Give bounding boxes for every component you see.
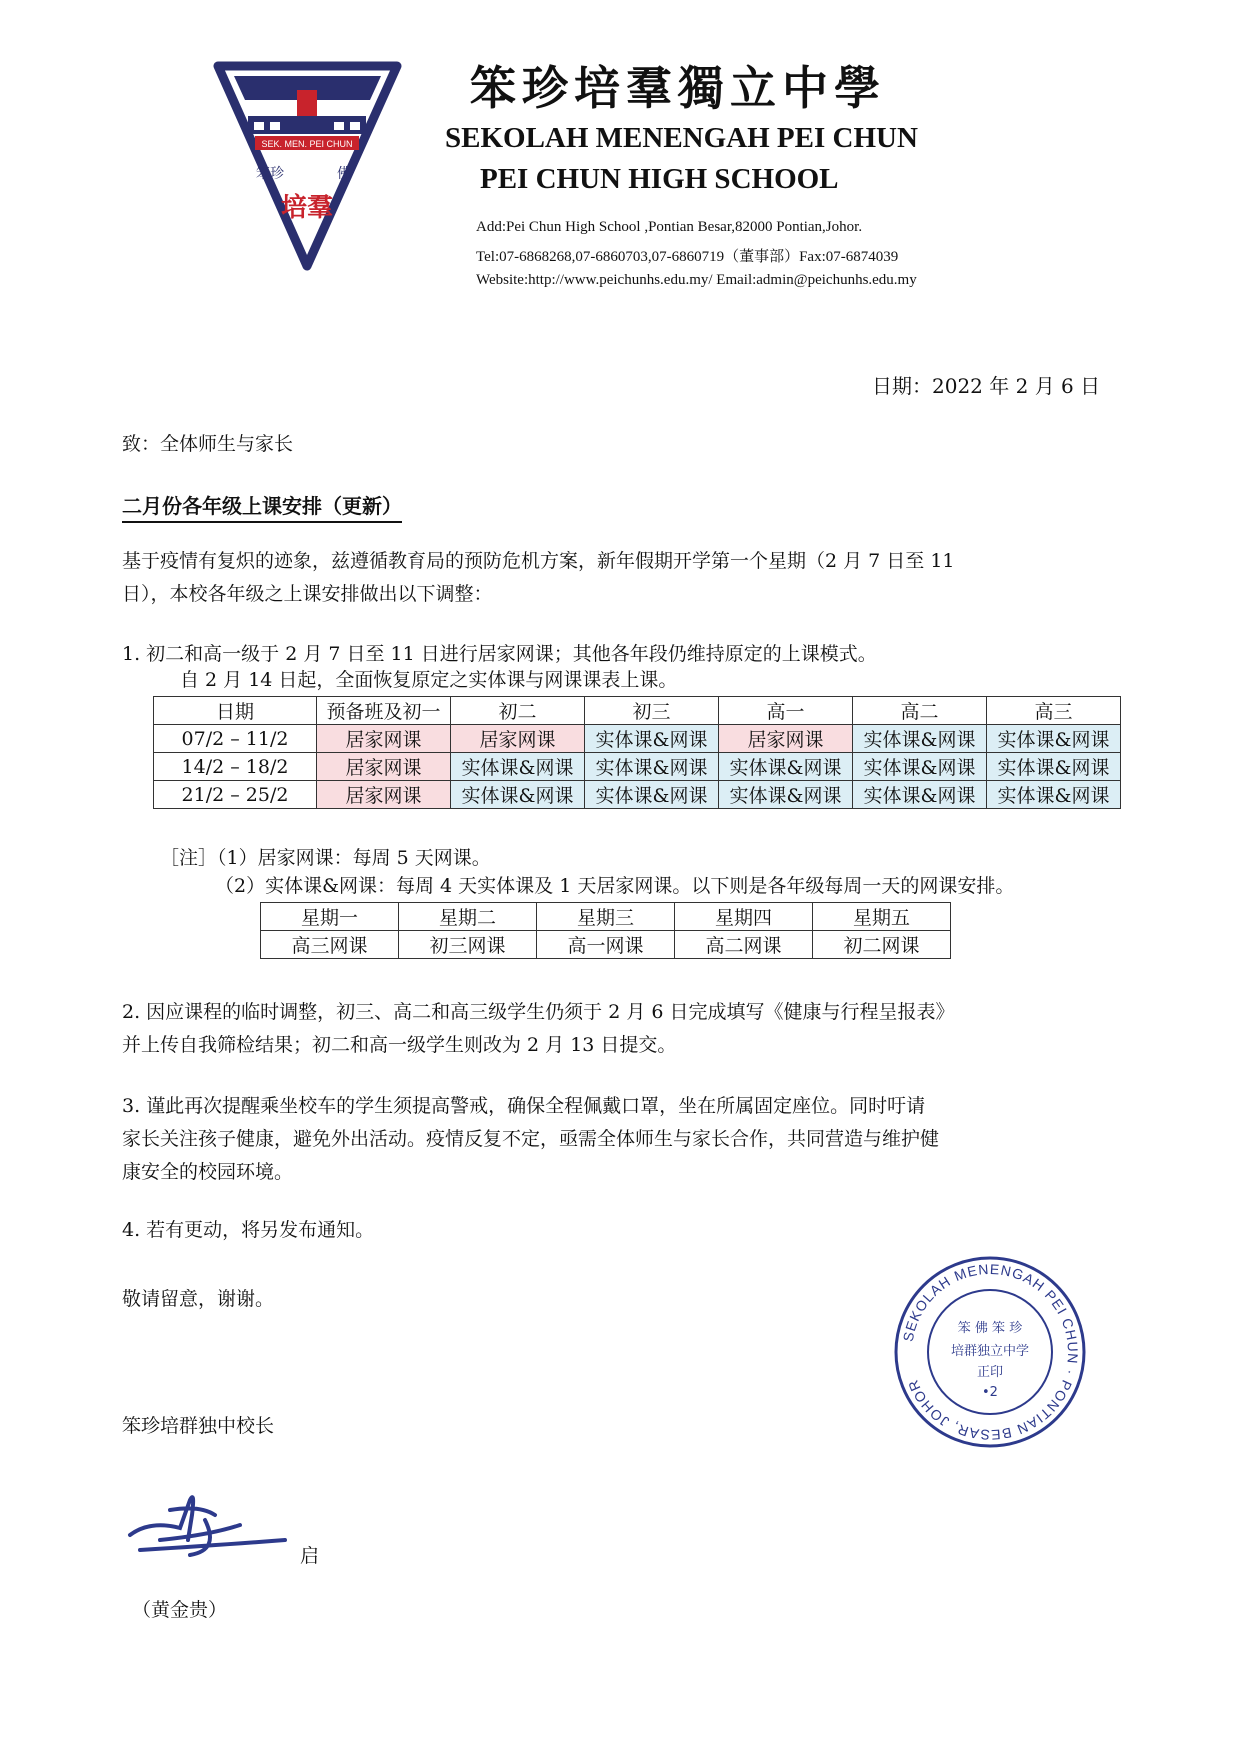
table-header-row — [261, 903, 951, 931]
table-cell: 实体课&网课 — [451, 781, 585, 809]
table-cell: 初三网课 — [399, 931, 537, 959]
signatory-title: 笨珍培群独中校长 — [122, 1415, 275, 1437]
table-cell: 实体课&网课 — [585, 753, 719, 781]
svg-text:佛: 佛 — [337, 166, 351, 182]
table-cell: 居家网课 — [317, 753, 451, 781]
intro-line-1: 基于疫情有复炽的迹象，兹遵循教育局的预防危机方案，新年假期开学第一个星期（2 月 7 日至 11 — [122, 550, 955, 572]
table-cell: 实体课&网课 — [451, 753, 585, 781]
table-header-cell: 日期 — [154, 697, 317, 725]
table-cell: 居家网课 — [719, 725, 853, 753]
note-2: （2）实体课&网课：每周 4 天实体课及 1 天居家网课。以下则是各年级每周一天的网课安排。 — [215, 875, 1015, 897]
item-3-line-3: 康安全的校园环境。 — [122, 1161, 294, 1183]
table-header-cell: 星期三 — [537, 903, 675, 931]
school-name-malay: SEKOLAH MENENGAH PEI CHUN — [445, 122, 918, 154]
svg-text:•2: •2 — [982, 1385, 998, 1400]
school-crest-logo — [210, 58, 405, 273]
handwritten-signature — [120, 1480, 295, 1560]
recipient-line: 致：全体师生与家长 — [122, 433, 294, 455]
table-cell: 实体课&网课 — [853, 725, 987, 753]
note-1: ［注］（1）居家网课：每周 5 天网课。 — [160, 847, 491, 869]
table-cell: 实体课&网课 — [853, 781, 987, 809]
table-cell: 实体课&网课 — [853, 753, 987, 781]
table-header-cell: 星期二 — [399, 903, 537, 931]
svg-text:SEKOLAH MENENGAH PEI CHUN · PO: SEKOLAH MENENGAH PEI CHUN · PONTIAN BESAR, JOHOR — [899, 1260, 1082, 1444]
table-cell: 实体课&网课 — [719, 753, 853, 781]
signatory-name: （黄金贵） — [132, 1599, 228, 1621]
school-seal-stamp — [890, 1252, 1090, 1452]
school-address: Add:Pei Chun High School ,Pontian Besar,82000 Pontian,Johor. — [476, 219, 863, 235]
table-header-cell: 初三 — [585, 697, 719, 725]
notice-title: 二月份各年级上课安排（更新） — [122, 490, 402, 523]
table-header-cell: 星期五 — [813, 903, 951, 931]
item-1-line-1: 1. 初二和高一级于 2 月 7 日至 11 日进行居家网课；其他各年段仍维持原定的上课模式。 — [122, 643, 877, 665]
letter-date: 日期：2022 年 2 月 6 日 — [872, 374, 1101, 398]
table-header-cell: 初二 — [451, 697, 585, 725]
table-header-cell: 高三 — [987, 697, 1121, 725]
item-2-line-2: 并上传自我筛检结果；初二和高一级学生则改为 2 月 13 日提交。 — [122, 1034, 677, 1056]
table-cell: 实体课&网课 — [987, 725, 1121, 753]
table-row — [154, 753, 1121, 781]
table-cell: 初二网课 — [813, 931, 951, 959]
school-contact: Tel:07-6868268,07-6860703,07-6860719（董事部）Fax:07-6874039 — [476, 249, 899, 265]
table-header-cell: 星期四 — [675, 903, 813, 931]
table-cell: 高三网课 — [261, 931, 399, 959]
item-3-line-2: 家长关注孩子健康，避免外出活动。疫情反复不定，亟需全体师生与家长合作，共同营造与维护健 — [122, 1128, 940, 1150]
class-schedule-table — [153, 696, 1121, 809]
sign-off: 启 — [300, 1545, 320, 1567]
table-cell-date: 07/2 – 11/2 — [154, 725, 317, 753]
svg-text:培羣: 培羣 — [280, 193, 334, 223]
table-header-cell: 预备班及初一 — [317, 697, 451, 725]
table-cell: 高一网课 — [537, 931, 675, 959]
table-cell: 居家网课 — [317, 781, 451, 809]
svg-text:笨珍: 笨珍 — [256, 166, 284, 182]
weekly-online-class-table — [260, 902, 951, 959]
table-cell: 实体课&网课 — [987, 781, 1121, 809]
table-cell-date: 14/2 – 18/2 — [154, 753, 317, 781]
item-1-line-2: 自 2 月 14 日起，全面恢复原定之实体课与网课课表上课。 — [180, 669, 678, 691]
table-cell: 实体课&网课 — [719, 781, 853, 809]
table-header-cell: 星期一 — [261, 903, 399, 931]
table-cell: 实体课&网课 — [585, 725, 719, 753]
svg-text:SEK. MEN. PEI CHUN: SEK. MEN. PEI CHUN — [261, 139, 353, 149]
intro-line-2: 日），本校各年级之上课安排做出以下调整： — [122, 583, 493, 605]
svg-text:正印: 正印 — [976, 1365, 1004, 1380]
table-row — [261, 931, 951, 959]
table-cell: 实体课&网课 — [987, 753, 1121, 781]
table-cell: 高二网课 — [675, 931, 813, 959]
table-cell: 实体课&网课 — [585, 781, 719, 809]
school-website-email: Website:http://www.peichunhs.edu.my/ Email:admin@peichunhs.edu.my — [476, 272, 917, 288]
table-cell-date: 21/2 – 25/2 — [154, 781, 317, 809]
table-cell: 居家网课 — [451, 725, 585, 753]
closing-line: 敬请留意，谢谢。 — [122, 1288, 275, 1310]
school-name-english: PEI CHUN HIGH SCHOOL — [480, 163, 839, 195]
item-4: 4. 若有更动，将另发布通知。 — [122, 1219, 375, 1241]
table-cell: 居家网课 — [317, 725, 451, 753]
svg-text:笨 佛 笨 珍: 笨 佛 笨 珍 — [957, 1321, 1023, 1336]
item-3-line-1: 3. 谨此再次提醒乘坐校车的学生须提高警戒，确保全程佩戴口罩，坐在所属固定座位。同时吁请 — [122, 1095, 926, 1117]
table-header-cell: 高二 — [853, 697, 987, 725]
svg-text:培群独立中学: 培群独立中学 — [950, 1344, 1030, 1359]
table-header-row — [154, 697, 1121, 725]
item-2-line-1: 2. 因应课程的临时调整，初三、高二和高三级学生仍须于 2 月 6 日完成填写《健康与行程呈报表》 — [122, 1001, 955, 1023]
table-row — [154, 781, 1121, 809]
table-header-cell: 高一 — [719, 697, 853, 725]
school-name-chinese: 笨珍培羣獨立中學 — [470, 61, 886, 115]
table-row — [154, 725, 1121, 753]
